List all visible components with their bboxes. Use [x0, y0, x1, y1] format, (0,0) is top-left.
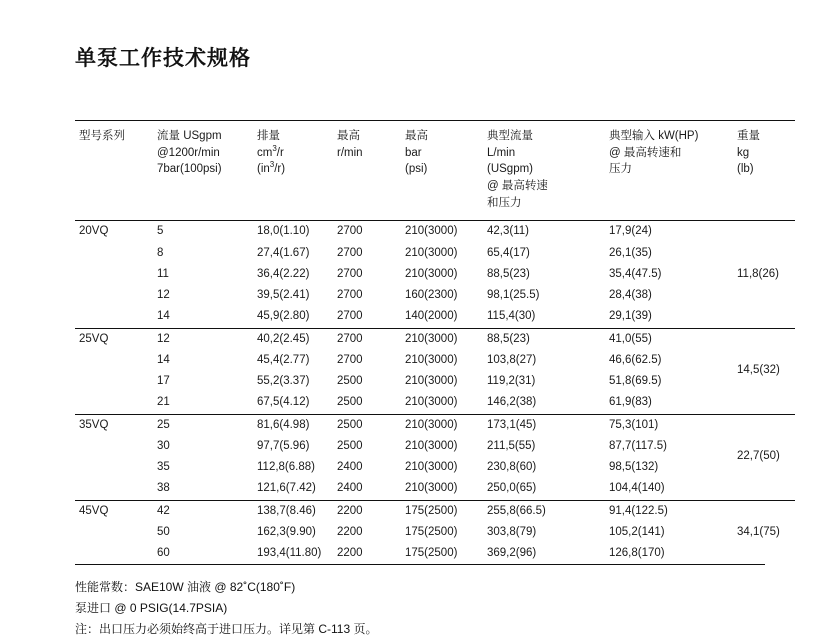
- column-header-weight-line3: (lb): [737, 163, 754, 176]
- cell-typflow: 42,3(11): [487, 225, 529, 238]
- cell-model: [75, 543, 153, 564]
- column-header-typical-input-line1: 典型输入 kW(HP): [609, 130, 699, 142]
- cell-bar: 210(3000): [405, 396, 458, 409]
- cell-model: [75, 478, 153, 500]
- cell-model: 35VQ: [75, 414, 153, 436]
- cell-bar: 210(3000): [405, 353, 458, 366]
- cell-bar: 210(3000): [405, 439, 458, 452]
- cell-typinput: 35,4(47.5): [609, 267, 662, 280]
- cell-typinput: 26,1(35): [609, 246, 652, 259]
- cell-model: [75, 285, 153, 306]
- cell-rpm: 2500: [337, 396, 363, 409]
- column-header-flow-line3: 7bar(100psi): [157, 163, 222, 176]
- table-row: [75, 243, 795, 264]
- cell-flow: 35: [157, 461, 170, 474]
- cell-bar: 210(3000): [405, 246, 458, 259]
- cell-typinput: 105,2(141): [609, 525, 665, 538]
- cell-weight: 14,5(32): [733, 328, 795, 414]
- cell-typflow: 303,8(79): [487, 525, 537, 538]
- cell-disp: 162,3(9.90): [257, 525, 316, 538]
- cell-typinput: 91,4(122.5): [605, 500, 733, 522]
- table-body: [75, 221, 795, 565]
- disp-unit-end: /r: [276, 146, 284, 159]
- cell-rpm: 2700: [337, 289, 363, 302]
- cell-model: 25VQ: [75, 328, 153, 350]
- cell-rpm: 2200: [337, 547, 363, 560]
- table-header: [75, 121, 795, 221]
- page-title: 单泵工作技术规格: [75, 47, 251, 70]
- cell-typinput: 28,4(38): [609, 289, 652, 302]
- cell-flow: 8: [157, 246, 164, 259]
- column-header-typical-input: [605, 121, 733, 221]
- cell-typflow: 119,2(31): [487, 375, 536, 388]
- cell-rpm: 2700: [337, 310, 363, 323]
- column-header-typical-flow-line3: (USgpm): [487, 163, 534, 176]
- cell-flow: 17: [157, 375, 170, 388]
- disp-unit-base: cm: [257, 146, 273, 159]
- cell-model: [75, 522, 153, 543]
- cell-rpm: 2400: [337, 461, 363, 474]
- table-row: [75, 392, 795, 414]
- cell-rpm: 2200: [337, 525, 363, 538]
- table-row: [75, 221, 795, 243]
- cell-typinput: 126,8(170): [609, 547, 665, 560]
- cell-model: 45VQ: [75, 500, 153, 522]
- cell-typinput: 104,4(140): [609, 482, 665, 495]
- cell-flow: 50: [157, 525, 170, 538]
- cell-model: [75, 392, 153, 414]
- note-line-3: 注：出口压力必须始终高于进口压力。详见第 C-113 页。: [75, 621, 378, 636]
- column-header-max-pressure-line3: (psi): [405, 163, 428, 176]
- cell-typflow: 88,5(23): [487, 267, 530, 280]
- cell-flow: 11: [157, 267, 169, 280]
- cell-typflow: 98,1(25.5): [487, 289, 540, 302]
- cell-rpm: 2500: [337, 439, 363, 452]
- table-header-row: [75, 121, 795, 221]
- column-header-displacement-line3: [257, 161, 329, 178]
- column-header-max-rpm-line1: 最高: [337, 130, 360, 142]
- column-header-typical-flow: [483, 121, 605, 221]
- cell-rpm: 2500: [333, 414, 401, 436]
- column-header-typical-flow-line1: 典型流量: [487, 130, 533, 142]
- note-line-1: 性能常数：SAE10W 油液 @ 82˚C(180˚F): [75, 580, 296, 595]
- cell-typinput: 61,9(83): [609, 396, 652, 409]
- cell-typinput: 17,9(24): [609, 225, 652, 238]
- cell-model: [75, 436, 153, 457]
- cell-bar: 140(2000): [405, 310, 458, 323]
- cell-model: [75, 350, 153, 371]
- cell-flow: 12: [157, 289, 170, 302]
- cell-disp: 39,5(2.41): [257, 289, 310, 302]
- cell-bar: 210(3000): [405, 461, 458, 474]
- column-header-max-pressure-line1: 最高: [405, 130, 428, 142]
- cell-disp: 67,5(4.12): [257, 396, 310, 409]
- cell-model: [75, 371, 153, 392]
- column-header-model: [75, 121, 153, 221]
- cell-rpm: 2400: [337, 482, 363, 495]
- cell-typflow: 255,8(66.5): [483, 500, 605, 522]
- table-row: [75, 436, 795, 457]
- table-row: [75, 328, 795, 350]
- column-header-max-rpm-line2: r/min: [337, 146, 363, 159]
- cell-flow: 5: [157, 225, 164, 238]
- cell-disp: 18,0(1.10): [257, 225, 310, 238]
- column-header-typical-input-line3: 压力: [609, 163, 632, 176]
- cell-rpm: 2500: [337, 375, 363, 388]
- cell-bar: 210(3000): [405, 482, 458, 495]
- cell-typinput: 46,6(62.5): [609, 353, 662, 366]
- cell-rpm: 2700: [333, 328, 401, 350]
- column-header-typical-flow-line4: @ 最高转速: [487, 180, 548, 193]
- table-row: [75, 306, 795, 328]
- disp-imp-end: /r): [274, 163, 286, 176]
- cell-model: [75, 306, 153, 328]
- cell-disp: 193,4(11.80): [257, 547, 322, 560]
- table-row: [75, 457, 795, 478]
- cell-typinput: 75,3(101): [605, 414, 733, 436]
- table-row: [75, 350, 795, 371]
- note-line-2: 泵进口 @ 0 PSIG(14.7PSIA): [75, 600, 228, 615]
- cell-rpm: 2200: [333, 500, 401, 522]
- column-header-weight-line2: kg: [737, 146, 750, 159]
- column-header-displacement-line2: [257, 145, 329, 162]
- cell-bar: 210(3000): [405, 267, 458, 280]
- cell-typflow: 65,4(17): [487, 246, 530, 259]
- cell-bar: 160(2300): [405, 289, 458, 302]
- cell-flow: 21: [157, 396, 170, 409]
- cell-disp: 112,8(6.88): [257, 461, 315, 474]
- cell-typflow: 230,8(60): [487, 461, 537, 474]
- cell-typflow: 211,5(55): [487, 439, 536, 452]
- cell-bar: 210(3000): [405, 225, 458, 238]
- cell-rpm: 2700: [337, 246, 363, 259]
- cell-disp: 138,7(8.46): [253, 500, 333, 522]
- cell-flow: 14: [157, 353, 170, 366]
- cell-disp: 55,2(3.37): [257, 375, 310, 388]
- cell-rpm: 2700: [337, 225, 363, 238]
- cell-typflow: 103,8(27): [487, 353, 537, 366]
- cell-disp: 121,6(7.42): [257, 482, 316, 495]
- cell-bar: 210(3000): [401, 414, 483, 436]
- cell-bar: 175(2500): [405, 547, 458, 560]
- spec-table-container: [75, 120, 780, 565]
- disp-unit-sup: 3: [272, 143, 277, 153]
- column-header-flow: [153, 121, 253, 221]
- cell-typinput: 98,5(132): [609, 461, 659, 474]
- cell-bar: 175(2500): [401, 500, 483, 522]
- cell-rpm: 2700: [337, 267, 363, 280]
- cell-disp: 27,4(1.67): [257, 246, 310, 259]
- cell-flow: 14: [157, 310, 170, 323]
- cell-disp: 45,4(2.77): [257, 353, 310, 366]
- spec-table: [75, 120, 795, 564]
- cell-rpm: 2700: [337, 353, 363, 366]
- column-header-max-pressure-line2: bar: [405, 146, 422, 159]
- cell-disp: 81,6(4.98): [253, 414, 333, 436]
- cell-typinput: 29,1(39): [609, 310, 652, 323]
- column-header-weight: [733, 121, 795, 221]
- cell-flow: 12: [153, 328, 253, 350]
- table-row: [75, 371, 795, 392]
- column-header-displacement-line1: 排量: [257, 130, 280, 142]
- table-row: [75, 500, 795, 522]
- cell-disp: 97,7(5.96): [257, 439, 310, 452]
- cell-typflow: 146,2(38): [487, 396, 537, 409]
- cell-model: [75, 264, 153, 285]
- cell-flow: 60: [157, 547, 170, 560]
- column-header-typical-flow-line5: 和压力: [487, 196, 522, 209]
- column-header-displacement: [253, 121, 333, 221]
- cell-flow: 38: [157, 482, 170, 495]
- cell-flow: 42: [153, 500, 253, 522]
- table-row: [75, 543, 795, 564]
- column-header-typical-input-line2: @ 最高转速和: [609, 146, 682, 159]
- table-row: [75, 522, 795, 543]
- cell-flow: 25: [153, 414, 253, 436]
- table-row: [75, 285, 795, 306]
- cell-weight: 34,1(75): [733, 500, 795, 564]
- cell-model: 20VQ: [79, 225, 109, 238]
- cell-weight: 11,8(26): [737, 267, 779, 280]
- notes-block: [75, 577, 768, 639]
- cell-disp: 36,4(2.22): [257, 267, 310, 280]
- column-header-max-rpm: [333, 121, 401, 221]
- disp-imp-base: (in: [257, 163, 270, 176]
- column-header-typical-flow-line2: L/min: [487, 146, 516, 159]
- cell-disp: 40,2(2.45): [253, 328, 333, 350]
- cell-typflow: 369,2(96): [487, 547, 537, 560]
- cell-typinput: 87,7(117.5): [609, 439, 667, 452]
- disp-imp-sup: 3: [269, 160, 275, 170]
- cell-disp: 45,9(2.80): [257, 310, 310, 323]
- column-header-flow-line2: @1200r/min: [157, 146, 220, 159]
- cell-model: [75, 243, 153, 264]
- cell-model: [75, 457, 153, 478]
- cell-bar: 210(3000): [405, 375, 458, 388]
- cell-flow: 30: [157, 439, 170, 452]
- column-header-weight-line1: 重量: [737, 130, 760, 142]
- column-header-model-line1: 型号系列: [79, 130, 125, 142]
- cell-typflow: 173,1(45): [483, 414, 605, 436]
- cell-typinput: 51,8(69.5): [609, 375, 662, 388]
- table-bottom-rule: [75, 564, 765, 565]
- cell-typinput: 41,0(55): [605, 328, 733, 350]
- table-row: [75, 414, 795, 436]
- table-row: [75, 264, 795, 285]
- cell-weight: 22,7(50): [733, 414, 795, 500]
- cell-bar: 210(3000): [401, 328, 483, 350]
- cell-typflow: 88,5(23): [483, 328, 605, 350]
- table-row: [75, 478, 795, 500]
- cell-typflow: 250,0(65): [487, 482, 537, 495]
- cell-typflow: 115,4(30): [487, 310, 536, 323]
- cell-bar: 175(2500): [405, 525, 458, 538]
- column-header-flow-line1: 流量 USgpm: [157, 130, 222, 142]
- column-header-max-pressure: [401, 121, 483, 221]
